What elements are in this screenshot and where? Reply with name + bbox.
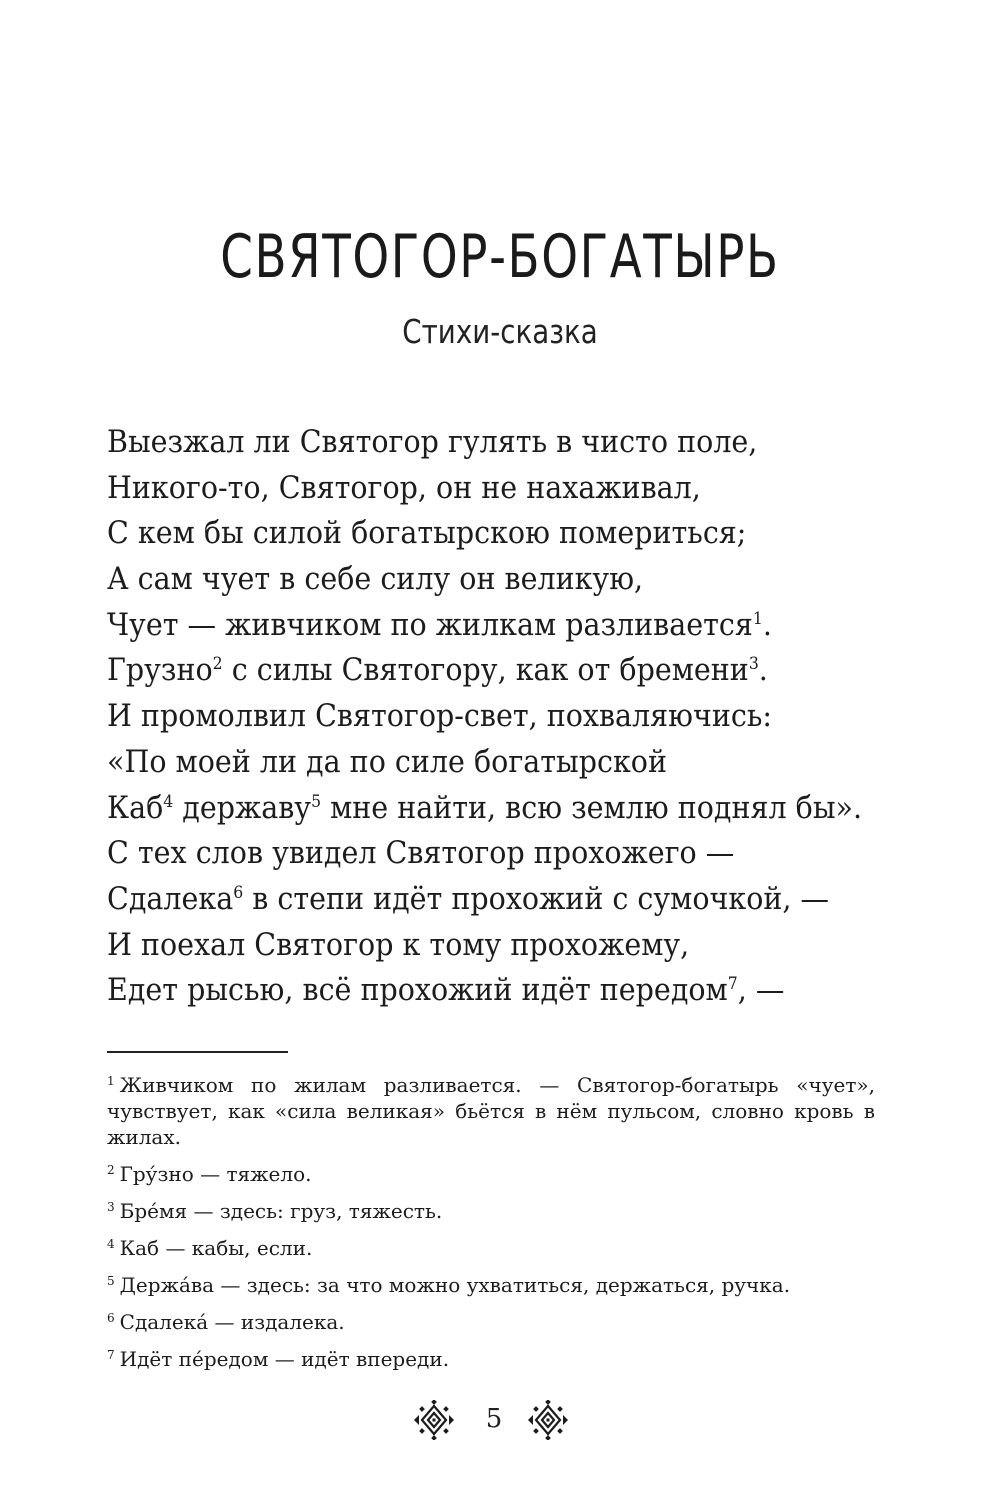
footnote-number: 3 [107, 1200, 115, 1214]
footnote-text: Гру́зно — тяжело. [119, 1162, 312, 1186]
footnote-number: 2 [107, 1163, 115, 1177]
footnote [107, 1068, 875, 1150]
poem-body [107, 420, 907, 1014]
poem-line: А сам чует в себе силу он великую, [107, 561, 644, 598]
footnote-number: 6 [107, 1311, 115, 1325]
footnote-ref: 4 [163, 791, 174, 812]
poem-line: Сдалека$^6$ в степи идёт прохожий с сумочкой, — [107, 880, 830, 917]
poem-line: Каб$^4$ державу$^5$ мне найти, всю землю поднял бы». [107, 789, 863, 826]
footnote-divider [107, 1051, 288, 1053]
poem-line: «По моей ли да по силе богатырской [107, 743, 667, 780]
footnote-text: Идёт пе́редом — идёт впереди. [119, 1347, 450, 1371]
footnote-ref: 2 [212, 654, 223, 675]
poem-line: И промолвил Святогор-свет, похваляючись: [107, 698, 772, 735]
footnote [107, 1342, 875, 1372]
poem-line: Выезжал ли Святогор гулять в чисто поле, [107, 424, 758, 460]
footnote-number: 1 [107, 1074, 115, 1088]
footnote-ref: 6 [233, 882, 244, 903]
poem-line: Никого-то, Святогор, он не нахаживал, [107, 469, 701, 506]
footnote-text: Сдалека́ — издалека. [119, 1310, 345, 1334]
page-title: СВЯТОГОР-БОГАТЫРЬ [220, 222, 780, 292]
poem-line: Грузно$^2$ с силы Святогору, как от бремени$^3$. [107, 652, 768, 689]
footnote [107, 1231, 875, 1261]
footnote [107, 1268, 875, 1298]
footnote [107, 1157, 875, 1187]
footnote-ref: 7 [727, 974, 738, 995]
page-number: 5 [485, 1404, 503, 1434]
poem-line: Едет рысью, всё прохожий идёт передом$^7$, — [107, 972, 785, 1009]
page-subtitle: Стихи-сказка [402, 312, 598, 351]
footnote-ref: 5 [311, 791, 322, 812]
footnote-text: Живчиком по жилам разливается. — Святогор-богатырь «чует», чувствует, как «сила великая» бьётся в нём пульсом, словно кровь в жилах. [107, 1073, 875, 1149]
poem-line: С кем бы силой богатырскою помериться; [107, 515, 747, 552]
footnote-text: Бре́мя — здесь: груз, тяжесть. [119, 1199, 443, 1223]
footnote-ref: 3 [748, 654, 759, 675]
footnote-number: 5 [107, 1274, 115, 1288]
footnotes [107, 1068, 875, 1379]
footnote-number: 4 [107, 1237, 115, 1251]
footnote-number: 7 [107, 1348, 115, 1362]
footnote [107, 1305, 875, 1335]
poem-line: Чует — живчиком по жилкам разливается$^1$. [107, 606, 772, 643]
footnote-text: Держа́ва — здесь: за что можно ухватиться, держаться, ручка. [119, 1273, 791, 1297]
ornament-icon [410, 1400, 458, 1440]
page-footer [0, 1400, 1000, 1450]
footnote-ref: 1 [752, 608, 763, 629]
poem-line: С тех слов увидел Святогор прохожего — [107, 835, 735, 872]
footnote [107, 1194, 875, 1224]
poem-line: И поехал Святогор к тому прохожему, [107, 926, 690, 963]
ornament-icon [524, 1400, 572, 1440]
footnote-text: Каб — кабы, если. [119, 1236, 313, 1260]
